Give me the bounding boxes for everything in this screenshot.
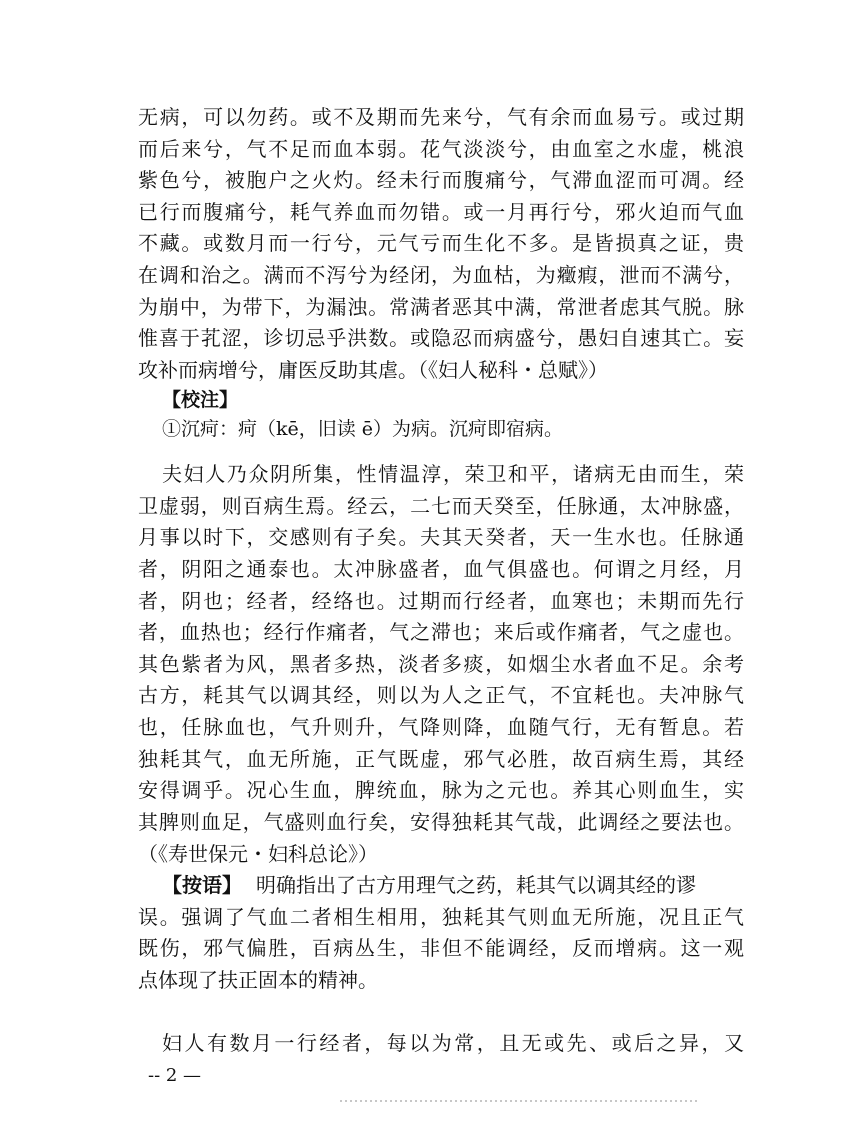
scan-artifact-line [340,1100,700,1102]
text-line: 惟喜于芤涩，诊切忌乎洪数。或隐忍而病盛兮，愚妇自速其亡。妄 [138,326,744,350]
text-line: 其脾则血足，气盛则血行矣，安得独耗其气哉，此调经之要法也。 [138,810,744,834]
anyu-heading: 【按语】 [162,873,242,897]
text-line: 无病，可以勿药。或不及期而先来兮，气有余而血易亏。或过期 [138,105,744,129]
jiaozhu-note: ①沉疴：疴（kē，旧读 ē）为病。沉疴即宿病。 [162,418,564,440]
text-line: 为崩中，为带下，为漏浊。常满者恶其中满，常泄者虑其气脱。脉 [138,295,744,319]
page-number: -- 2 — [148,1065,202,1086]
text-line: 紫色兮，被胞户之火灼。经未行而腹痛兮，气滞血涩而可凋。经 [138,168,744,192]
paragraph-last-line: 妇人有数月一行经者，每以为常，且无或先、或后之异，又 [162,1031,744,1055]
text-line: 者，阴阳之通泰也。太冲脉盛者，血气俱盛也。何谓之月经，月 [138,557,744,581]
text-line: 安得调乎。况心生血，脾统血，脉为之元也。养其心则血生，实 [138,778,744,802]
text-line: 古方，耗其气以调其经，则以为人之正气，不宜耗也。夫冲脉气 [138,683,744,707]
text-line: 点体现了扶正固本的精神。 [138,968,378,992]
anyu-first-line [162,868,744,902]
jiaozhu-heading: 【校注】 [162,389,239,411]
text-line: 攻补而病增兮，庸医反助其虐。（《妇人秘科・总赋》） [138,358,608,382]
text-line: 在调和治之。满而不泻兮为经闭，为血枯，为癥瘕，泄而不满兮， [138,263,744,287]
text-line: 月事以时下，交感则有子矣。夫其天癸者，天一生水也。任脉通 [138,525,744,549]
text-line: 独耗其气，血无所施，正气既虚，邪气必胜，故百病生焉，其经 [138,747,744,771]
text-line: 者，阴也；经者，经络也。过期而行经者，血寒也；未期而先行 [138,589,744,613]
text-line: 者，血热也；经行作痛者，气之滞也；来后或作痛者，气之虚也。 [138,620,744,644]
text-line: 而后来兮，气不足而血本弱。花气淡淡兮，由血室之水虚，桃浪 [138,137,744,161]
text-line: （《寿世保元・妇科总论》） [138,842,378,866]
text-line: 已行而腹痛兮，耗气养血而勿错。或一月再行兮，邪火迫而气血 [138,200,744,224]
text-line: 夫妇人乃众阴所集，性情温淳，荣卫和平，诸病无由而生，荣 [162,462,744,486]
text-line: 不藏。或数月而一行兮，元气亏而生化不多。是皆损真之证，贵 [138,231,744,255]
text-line: 既伤，邪气偏胜，百病丛生，非但不能调经，反而增病。这一观 [138,936,744,960]
text-line: 其色紫者为风，黑者多热，淡者多痰，如烟尘水者血不足。余考 [138,652,744,676]
text-line: 卫虚弱，则百病生焉。经云，二七而天癸至，任脉通，太冲脉盛， [138,494,744,518]
anyu-text: 明确指出了古方用理气之药，耗其气以调其经的谬 [256,873,696,897]
text-line: 误。强调了气血二者相生相用，独耗其气则血无所施，况且正气 [138,905,744,929]
text-line: 也，任脉血也，气升则升，气降则降，血随气行，无有暂息。若 [138,715,744,739]
